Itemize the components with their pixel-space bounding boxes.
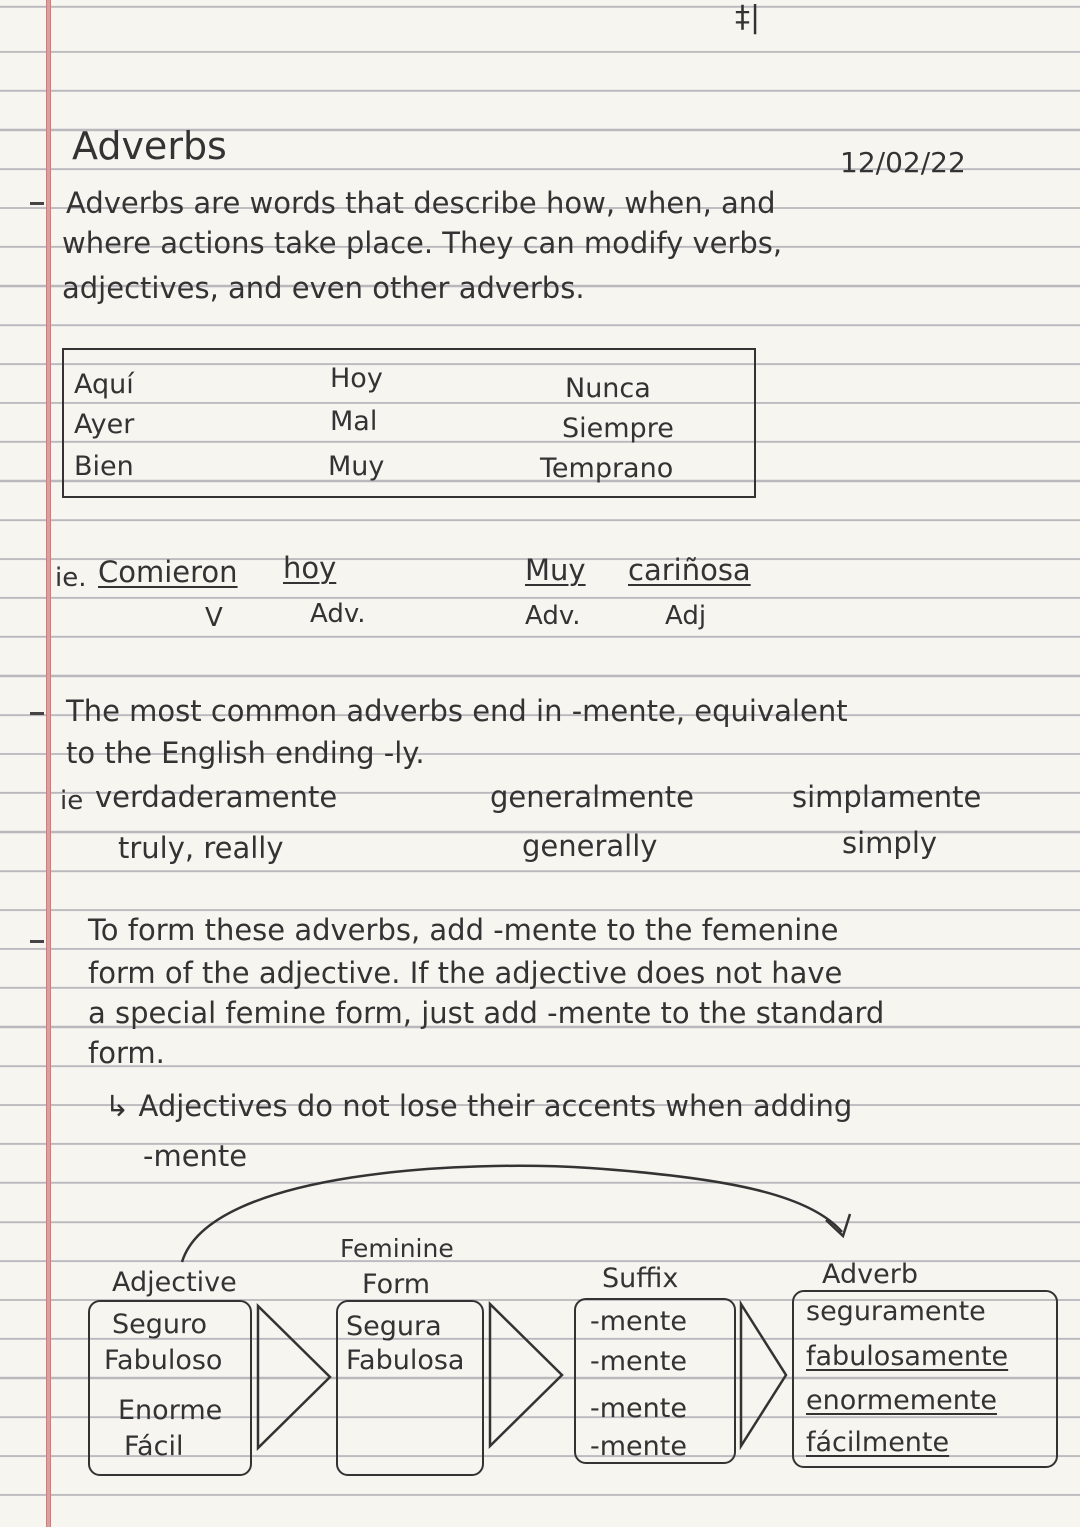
adverb-cell: Mal [330,406,378,437]
suffix-item: -mente [590,1431,687,1462]
chevron-right-icon [252,1302,336,1452]
header-adjective: Adjective [112,1267,237,1298]
formation-line-4: form. [88,1036,165,1070]
adverb-cell: Nunca [565,373,651,404]
page-title: Adverbs [72,124,227,168]
formation-line-3: a special femine form, just add -mente to the standard [88,996,885,1030]
mente-example-english: generally [522,829,658,863]
adverb-cell: Bien [74,451,134,482]
adverb-result-item: seguramente [806,1296,986,1327]
chevron-right-icon [736,1300,792,1450]
label-adverb-2: Adv. [525,601,581,631]
example2-adjective: cariñosa [628,553,751,587]
accent-note-line-2: -mente [143,1139,248,1173]
header-adverb: Adverb [822,1259,918,1290]
mente-example-english: truly, really [118,831,284,865]
label-adverb: Adv. [310,599,366,629]
example2-adverb: Muy [525,553,586,587]
mente-example-spanish: simplamente [792,780,982,814]
intro-line-2: where actions take place. They can modify verbs, [62,226,783,260]
adverb-result-item: fabulosamente [806,1341,1009,1372]
header-suffix: Suffix [602,1263,679,1294]
mente-note-line-2: to the English ending -ly. [66,736,425,770]
adjective-item: Seguro [112,1309,208,1340]
intro-line-1: Adverbs are words that describe how, when, and [66,186,776,220]
adjective-item: Fácil [124,1431,184,1462]
margin-line [46,0,51,1527]
curved-arrow-icon [170,1150,870,1270]
bullet-dash [30,940,44,943]
header-form: Form [362,1269,431,1300]
header-feminine: Feminine [340,1234,454,1263]
suffix-item: -mente [590,1346,687,1377]
adverb-cell: Hoy [330,363,383,394]
example-adverb: hoy [283,551,337,585]
feminine-item: Fabulosa [346,1345,465,1376]
adverb-result-item: fácilmente [806,1427,950,1458]
accent-note-line-1: ↳ Adjectives do not lose their accents when adding [105,1089,853,1123]
mente-examples-prefix: ie [60,786,84,816]
chevron-right-icon [484,1300,568,1450]
adverb-cell: Ayer [74,409,135,440]
mente-example-spanish: generalmente [490,780,694,814]
formation-line-2: form of the adjective. If the adjective does not have [88,956,843,990]
page-date: 12/02/22 [840,146,966,179]
adverb-cell: Siempre [562,413,674,444]
suffix-item: -mente [590,1306,687,1337]
adverb-cell: Muy [328,451,385,482]
bullet-dash [30,202,44,205]
bullet-dash [30,712,44,715]
adjective-item: Enorme [118,1395,223,1426]
adverb-result-item: enormemente [806,1385,998,1416]
top-mark: ‡| [735,0,761,35]
mente-example-english: simply [842,826,938,860]
feminine-item: Segura [346,1311,442,1342]
mente-example-spanish: verdaderamente [95,780,338,814]
mente-note-line-1: The most common adverbs end in -mente, equivalent [66,694,848,728]
adverb-cell: Temprano [540,453,674,484]
intro-line-3: adjectives, and even other adverbs. [62,271,585,305]
example-prefix: ie. [55,563,87,593]
label-verb: V [205,603,223,633]
adjective-item: Fabuloso [104,1345,223,1376]
example-verb: Comieron [98,555,238,589]
formation-line-1: To form these adverbs, add -mente to the femenine [88,913,839,947]
label-adjective: Adj [665,601,707,631]
adverb-cell: Aquí [74,369,134,400]
suffix-item: -mente [590,1393,687,1424]
